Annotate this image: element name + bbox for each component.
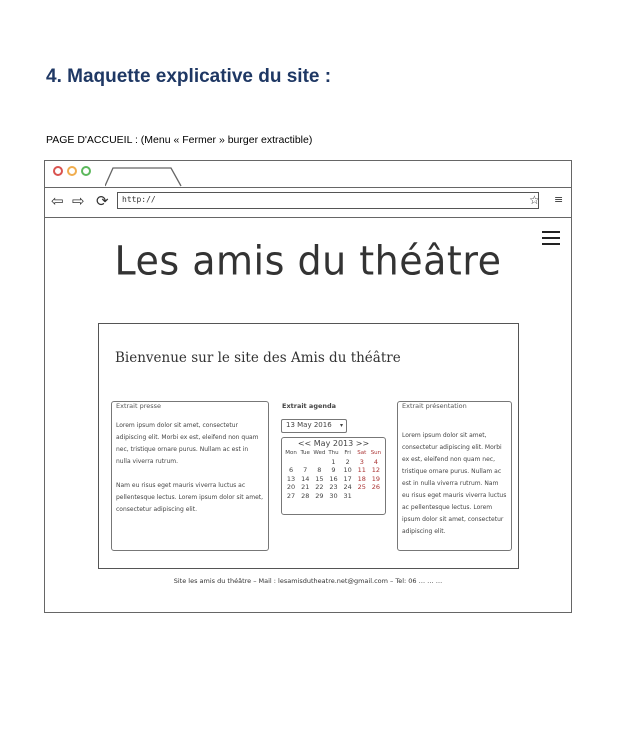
calendar-day[interactable]: 30 <box>329 491 338 500</box>
calendar-day[interactable]: 24 <box>343 483 352 492</box>
calendar-weekday: Tue <box>300 450 310 456</box>
calendar-day <box>284 458 298 467</box>
calendar-day[interactable]: 15 <box>315 474 324 483</box>
calendar-day[interactable]: 21 <box>301 483 310 492</box>
calendar-day[interactable]: 12 <box>371 466 381 475</box>
site-title: Les amis du théâtre <box>114 237 502 285</box>
reload-icon[interactable]: ⟳ <box>96 192 109 210</box>
browser-tab-bar <box>45 161 571 188</box>
calendar-weekday: Thu <box>328 450 339 456</box>
calendar-day[interactable]: 11 <box>357 466 366 475</box>
calendar-day[interactable]: 28 <box>301 491 310 500</box>
press-excerpt-title: Extrait presse <box>116 402 162 410</box>
calendar-day[interactable]: 27 <box>286 491 296 500</box>
calendar-month-nav[interactable]: << May 2013 >> <box>297 439 370 448</box>
calendar-weekday: Mon <box>285 450 297 456</box>
page-caption: PAGE D'ACCUEIL : (Menu « Fermer » burger extractible) <box>46 134 313 146</box>
agenda-excerpt-title: Extrait agenda <box>282 402 337 410</box>
calendar-day <box>298 458 312 467</box>
calendar-day[interactable]: 9 <box>331 466 336 475</box>
close-window-icon[interactable] <box>53 166 63 176</box>
calendar-day[interactable]: 8 <box>317 466 322 475</box>
browser-tab[interactable] <box>105 167 185 187</box>
document-heading: 4. Maquette explicative du site : <box>46 66 332 87</box>
url-bar[interactable]: http:// <box>117 192 539 209</box>
calendar-day <box>312 458 326 467</box>
press-excerpt-panel <box>111 401 269 551</box>
calendar-day[interactable]: 13 <box>286 474 296 483</box>
calendar-day <box>355 492 369 501</box>
browser-menu-icon[interactable]: ≡ <box>554 193 564 206</box>
presentation-excerpt-panel <box>397 401 512 551</box>
calendar-day[interactable]: 20 <box>286 483 296 492</box>
calendar-day[interactable]: 10 <box>343 466 352 475</box>
calendar-day[interactable]: 3 <box>359 457 364 466</box>
calendar-grid <box>282 449 385 501</box>
dropdown-arrow-icon[interactable]: ▾ <box>339 422 343 429</box>
maximize-window-icon[interactable] <box>81 166 91 176</box>
calendar-day[interactable]: 2 <box>345 457 350 466</box>
calendar-weekday: Fri <box>344 450 351 456</box>
main-content-box <box>98 323 519 569</box>
calendar-day[interactable]: 26 <box>371 483 381 492</box>
calendar-day[interactable]: 29 <box>315 491 324 500</box>
calendar-weekday: Wed <box>313 450 326 456</box>
site-footer: Site les amis du théâtre – Mail : lesamisdutheatre.net@gmail.com – Tel: 06 … … … <box>173 577 443 585</box>
calendar-day[interactable]: 31 <box>343 491 352 500</box>
welcome-heading: Bienvenue sur le site des Amis du théâtre <box>115 350 401 366</box>
calendar-day[interactable]: 19 <box>371 474 381 483</box>
calendar-day[interactable]: 22 <box>315 483 324 492</box>
calendar-day[interactable]: 14 <box>301 474 310 483</box>
calendar-weekday: Sat <box>357 450 367 456</box>
browser-nav-bar <box>45 187 571 218</box>
calendar-day[interactable]: 17 <box>343 474 352 483</box>
selected-date: 13 May 2016 <box>286 421 332 429</box>
calendar-weekday: Sun <box>370 450 382 456</box>
date-picker-input[interactable] <box>281 419 347 433</box>
calendar-day[interactable]: 18 <box>357 474 366 483</box>
presentation-excerpt-title: Extrait présentation <box>402 402 467 410</box>
back-arrow-icon[interactable]: ⇦ <box>51 192 64 210</box>
calendar-day[interactable]: 16 <box>329 474 338 483</box>
calendar-day[interactable]: 7 <box>303 466 308 475</box>
press-paragraph-1: Lorem ipsum dolor sit amet, consectetur adipiscing elit. Morbi ex est, eleifend non quam nec, tristique ornare purus. Nullam ac est in nulla viverra rutrum. <box>116 422 259 465</box>
browser-mockup <box>44 160 572 613</box>
calendar-day[interactable]: 6 <box>289 466 294 475</box>
calendar-widget <box>281 437 386 515</box>
calendar-day[interactable]: 1 <box>331 457 336 466</box>
press-paragraph-2: Nam eu risus eget mauris viverra luctus ac pellentesque lectus. Lorem ipsum dolor sit amet, consectetur adipiscing elit. <box>116 482 264 513</box>
presentation-paragraph: Lorem ipsum dolor sit amet, consectetur adipiscing elit. Morbi ex est, eleifend non quam nec, tristique ornare purus. Nullam ac est in nulla viverra rutrum. Nam eu risus eget mauris viverra luctus ac pellentesque lectus. Lorem ipsum dolor sit amet, consectetur adipiscing elit. <box>402 432 507 535</box>
bookmark-star-icon[interactable]: ☆ <box>529 193 540 207</box>
calendar-day[interactable]: 23 <box>329 483 338 492</box>
calendar-day[interactable]: 4 <box>373 457 378 466</box>
calendar-day[interactable]: 25 <box>357 483 366 492</box>
minimize-window-icon[interactable] <box>67 166 77 176</box>
forward-arrow-icon[interactable]: ⇨ <box>72 192 85 210</box>
calendar-day <box>369 492 383 501</box>
